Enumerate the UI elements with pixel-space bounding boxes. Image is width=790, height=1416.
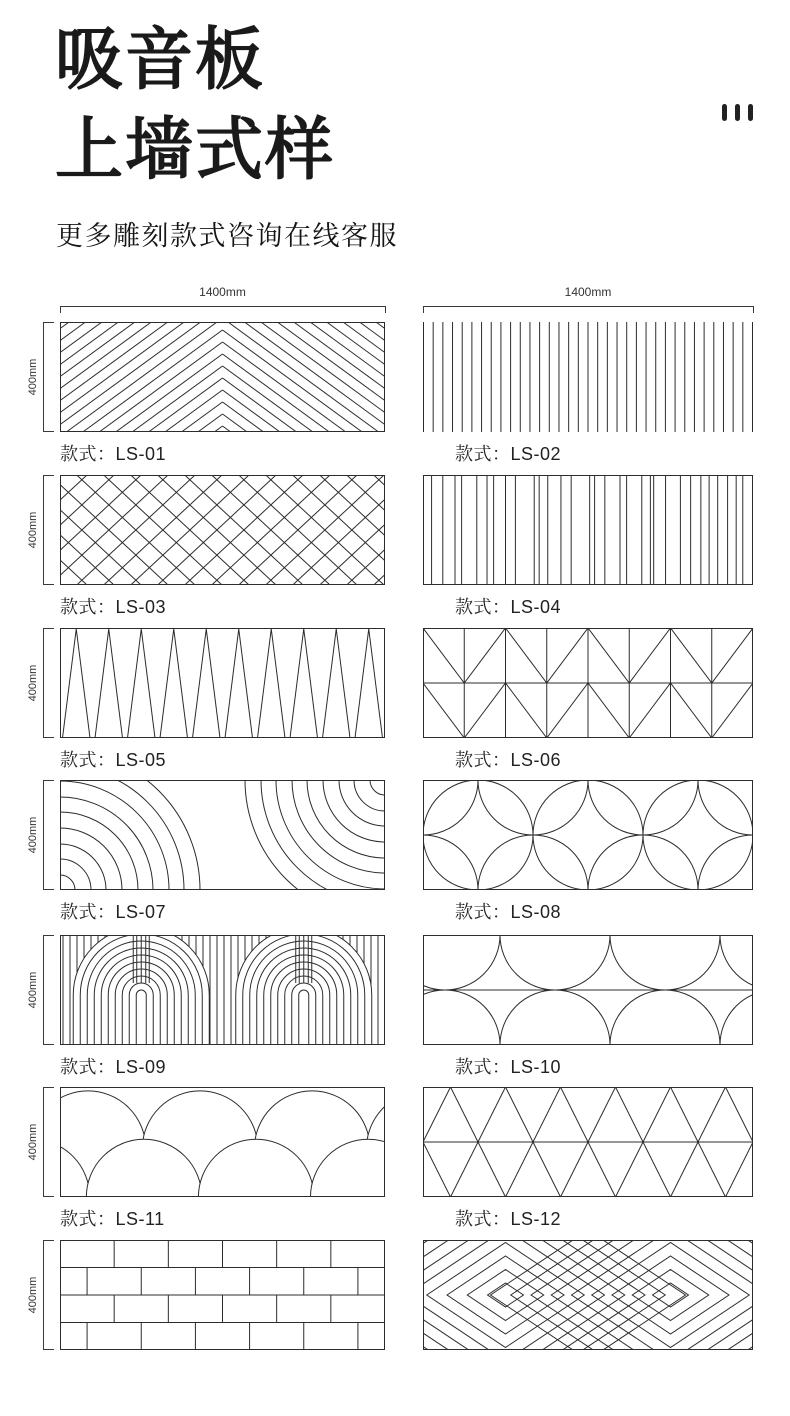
- panel-style-label-LS-11: 款式：LS-11: [60, 1209, 165, 1229]
- height-dimension-label-row4: 400mm: [27, 816, 39, 854]
- width-dimension-label-right: 1400mm: [564, 285, 612, 299]
- pattern-panel-LS-06: [423, 628, 753, 738]
- pattern-panel-LS-11: [60, 1087, 385, 1197]
- height-dimension-label-row5: 400mm: [27, 971, 39, 1009]
- panel-style-label-LS-01: 款式：LS-01: [60, 444, 167, 464]
- panel-style-label-LS-12: 款式：LS-12: [455, 1209, 562, 1229]
- pattern-panel-LS-07: [60, 780, 385, 890]
- panel-style-label-LS-04: 款式：LS-04: [455, 597, 562, 617]
- height-dimension-bracket-row7: [43, 1240, 55, 1350]
- pattern-panel-nested-diamonds: [423, 1240, 753, 1350]
- pattern-panel-brick: [60, 1240, 385, 1350]
- pattern-panel-LS-04: [423, 475, 753, 585]
- pattern-panel-LS-10: [423, 935, 753, 1045]
- height-dimension-bracket-row6: [43, 1087, 55, 1197]
- panel-style-label-LS-03: 款式：LS-03: [60, 597, 167, 617]
- pattern-panel-LS-01: [60, 322, 385, 432]
- pattern-panel-LS-02: [423, 322, 753, 432]
- pattern-panel-LS-05: [60, 628, 385, 738]
- height-dimension-label-row3: 400mm: [27, 664, 39, 702]
- pattern-panel-LS-09: [60, 935, 385, 1045]
- height-dimension-bracket-row4: [43, 780, 55, 890]
- panel-style-label-LS-07: 款式：LS-07: [60, 902, 167, 922]
- height-dimension-label-row1: 400mm: [27, 358, 39, 396]
- pattern-panel-LS-12: [423, 1087, 753, 1197]
- height-dimension-label-row7: 400mm: [27, 1276, 39, 1314]
- pattern-panel-LS-03: [60, 475, 385, 585]
- page-title-line1: 吸音板: [55, 22, 266, 98]
- panel-style-label-LS-09: 款式：LS-09: [60, 1057, 167, 1077]
- height-dimension-bracket-row5: [43, 935, 55, 1045]
- page-subtitle: 更多雕刻款式咨询在线客服: [56, 221, 398, 251]
- panel-style-label-LS-06: 款式：LS-06: [455, 750, 562, 770]
- panel-style-label-LS-02: 款式：LS-02: [455, 444, 562, 464]
- height-dimension-bracket-row3: [43, 628, 55, 738]
- height-dimension-bracket-row2: [43, 475, 55, 585]
- height-dimension-label-row6: 400mm: [27, 1123, 39, 1161]
- height-dimension-label-row2: 400mm: [27, 511, 39, 549]
- pattern-panel-LS-08: [423, 780, 753, 890]
- panel-style-label-LS-05: 款式：LS-05: [60, 750, 167, 770]
- height-dimension-bracket-row1: [43, 322, 55, 432]
- page-title-line2: 上墙式样: [55, 112, 336, 188]
- panel-style-label-LS-10: 款式：LS-10: [455, 1057, 562, 1077]
- panel-style-label-LS-08: 款式：LS-08: [455, 902, 562, 922]
- width-dimension-label-left: 1400mm: [199, 285, 246, 299]
